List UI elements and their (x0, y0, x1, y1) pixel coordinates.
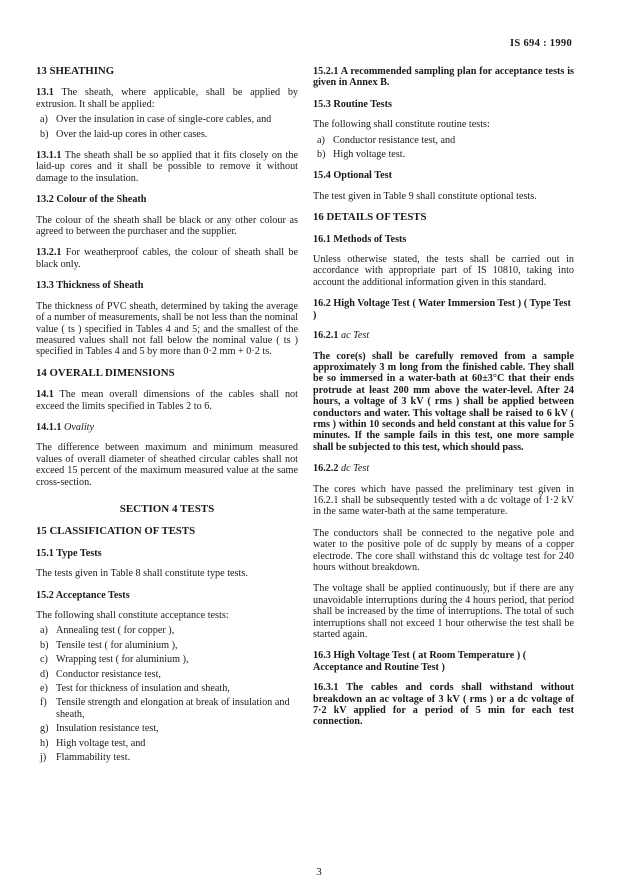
clause-13-3: The thickness of PVC sheath, determined by taking the average of a number of measurements, shall be not less than the nominal value ( ts ) specified in Tables 4 and 5; and the smallest of the measured values shall not fall below the nominal value ( ts ) specified in Tables 4 and 5 by more than 0·2 mm + 0·2 ts. (36, 300, 298, 358)
heading-sheathing: 13 SHEATHING (36, 65, 115, 77)
clause-16-2-2-c: The voltage shall be applied continuously, but if there are any unavoidable interruptions during the 4 hours period, that period shall be increased by the time of interruptions. The total of such interruptions shall not exceed 1 hour otherwise the test shall be started again. (313, 583, 574, 641)
list-item: c) Wrapping test ( for aluminium ), (40, 654, 189, 666)
list-item: b) Tensile test ( for aluminium ), (40, 639, 178, 651)
clause-16-3-1: 16.3.1 The cables and cords shall withstand without breakdown an ac voltage of 3 kV ( rms ) or a dc voltage of 7·2 kV applied for a period of 5 min for each test connection. (313, 682, 574, 728)
list-item: b) High voltage test. (317, 149, 406, 161)
list-item: h) High voltage test, and (40, 737, 146, 749)
clause-16-2-2-b: The conductors shall be connected to the negative pole and water to the positive pole of dc supply by means of a copper electrode. The core shall withstand this dc voltage test for 240 hours without breakdown. (313, 527, 574, 573)
clause-13-2: The colour of the sheath shall be black or any other colour as agreed to between the purchaser and the supplier. (36, 214, 298, 238)
clause-16-2-1: The core(s) shall be carefully removed from a sample approximately 3 m long from the finished cable. They shall be so immersed in a water-bath at 60±3°C that their ends protrude at least 200 mm above the water-level. After 24 hours, a voltage of 3 kV ( rms ) shall be applied between conductors and water. This voltage shall be raised to 6 kV ( rms ) within 10 seconds and held constant at this value for 5 minutes. If the sample fails in this test, one more sample shall be subjected to this test, which should pass. (313, 350, 574, 453)
list-item: e) Test for thickness of insulation and sheath, (40, 683, 230, 695)
heading-high-voltage-water-test: 16.2 High Voltage Test ( Water Immersion Test ) ( Type Test ) (313, 298, 571, 321)
list-item: a) Conductor resistance test, and (317, 134, 456, 146)
acceptance-test-list (36, 625, 298, 763)
clause-15-4: The test given in Table 9 shall constitute optional tests. (313, 190, 537, 202)
heading-ovality: 14.1.1 Ovality (36, 421, 95, 433)
heading-thickness-of-sheath: 13.3 Thickness of Sheath (36, 280, 144, 292)
heading-routine-tests: 15.3 Routine Tests (313, 98, 392, 110)
clause-14-1: 14.1 The mean overall dimensions of the cables shall not exceed the limits specified in Tables 2 to 6. (36, 389, 298, 412)
heading-overall-dimensions: 14 OVERALL DIMENSIONS (36, 366, 175, 379)
heading-optional-test: 15.4 Optional Test (313, 170, 392, 182)
heading-colour-of-sheath: 13.2 Colour of the Sheath (36, 194, 147, 206)
clause-16-1: Unless otherwise stated, the tests shall be carried out in accordance with appropriate part of IS 10810, taking into account the additional information given in this standard. (313, 254, 574, 288)
heading-ac-test: 16.2.1 ac Test (313, 330, 370, 342)
page-number: 3 (316, 866, 322, 878)
clause-13-1-1: 13.1.1 The sheath shall be so applied that it fits closely on the laid-up cores and it shall be possible to remove it without damage to the insulation. (36, 150, 298, 184)
clause-14-1-1: The difference between maximum and minimum measured values of overall diameter of sheathed circular cables shall not exceed 15 percent of the maximum measured value at the same cross-section. (36, 442, 298, 488)
heading-acceptance-tests: 15.2 Acceptance Tests (36, 589, 130, 601)
heading-type-tests: 15.1 Type Tests (36, 547, 102, 559)
list-item: f) Tensile strength and elongation at break of insulation and sheath, (40, 697, 290, 720)
heading-high-voltage-room-temp: 16.3 High Voltage Test ( at Room Temperature ) ( Acceptance and Routine Test ) (313, 650, 527, 673)
routine-test-list (313, 135, 574, 161)
sheath-list (36, 114, 298, 140)
clause-15-3: The following shall constitute routine tests: (313, 119, 490, 131)
clause-15-2: The following shall constitute acceptance tests: (36, 610, 229, 621)
list-item: a) Annealing test ( for copper ), (40, 625, 175, 637)
clause-16-2-2-a: The cores which have passed the preliminary test given in 16.2.1 shall be subsequently tested with a dc voltage of 1·2 kV in the same water-bath at the same temperature. (313, 483, 574, 518)
clause-15-2-1: 15.2.1 A recommended sampling plan for acceptance tests is given in Annex B. (313, 66, 575, 89)
heading-classification-of-tests: 15 CLASSIFICATION OF TESTS (36, 525, 196, 538)
clause-13-1: 13.1 The sheath, where applicable, shall be applied by extrusion. It shall be applied: (36, 87, 299, 110)
list-item: g) Insulation resistance test, (40, 723, 159, 735)
list-item: d) Conductor resistance test, (40, 668, 161, 680)
section-4-title: SECTION 4 TESTS (119, 502, 215, 515)
heading-details-of-tests: 16 DETAILS OF TESTS (313, 211, 427, 224)
left-column (36, 66, 298, 773)
list-item: b) Over the laid-up cores in other cases. (40, 128, 208, 140)
clause-15-1: The tests given in Table 8 shall constitute type tests. (36, 568, 248, 580)
document-id: IS 694 : 1990 (510, 38, 572, 49)
clause-13-2-1: 13.2.1 For weatherproof cables, the colour of sheath shall be black only. (36, 247, 298, 270)
list-item: j) Flammability test. (40, 752, 131, 764)
heading-methods-of-tests: 16.1 Methods of Tests (313, 233, 407, 245)
right-column (313, 66, 574, 738)
heading-dc-test: 16.2.2 dc Test (313, 463, 370, 475)
list-item: a) Over the insulation in case of single-core cables, and (40, 114, 272, 126)
